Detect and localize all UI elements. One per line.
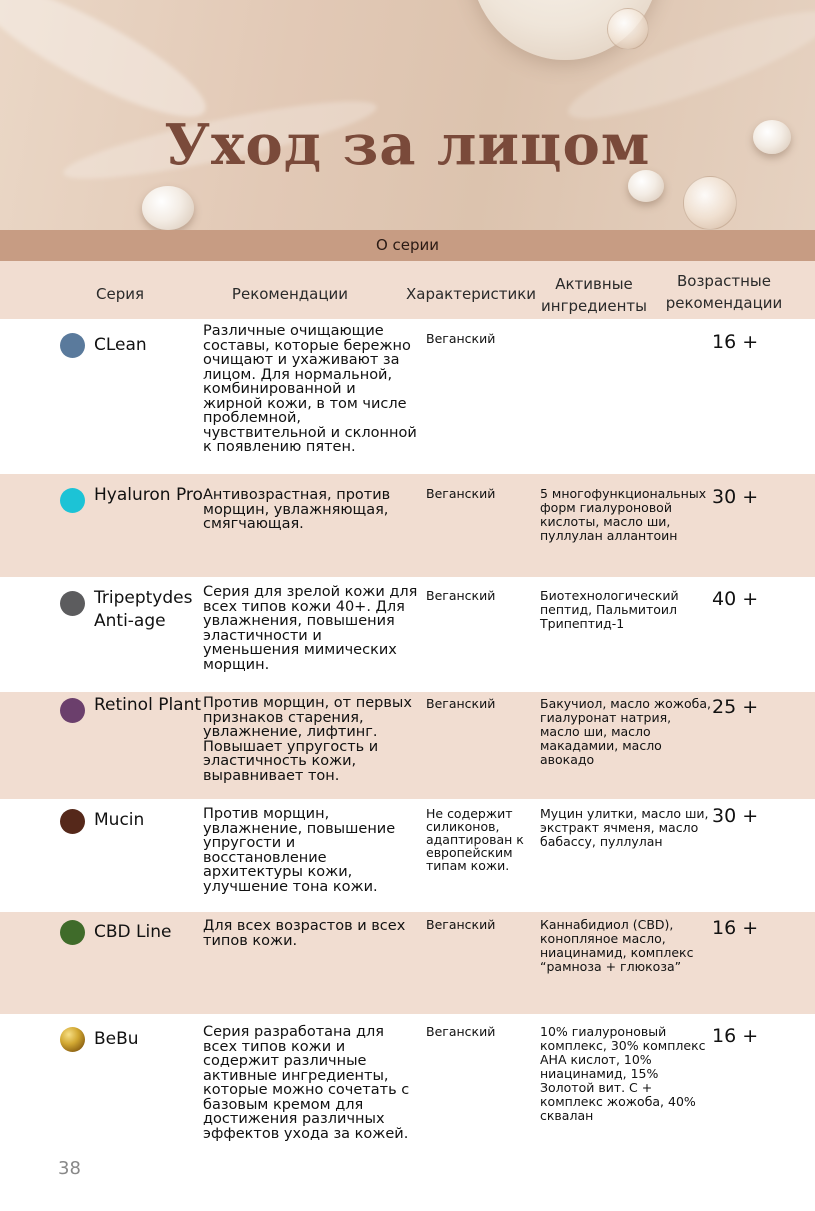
series-recommendations: Против морщин, увлажнение, повышение упругости и восстановление архитектуры кожи, улучшение тона кожи.: [203, 806, 396, 895]
page-title: Уход за лицом: [164, 112, 651, 178]
series-color-dot: [60, 488, 85, 513]
column-header-characteristics: Характеристики: [405, 285, 537, 303]
series-recommendations: Различные очищающие составы, которые бережно очищают и ухаживают за лицом. Для нормальной, комбинированной и жирной кожи, в том числе проблемной, чувствительной и склонной к появлению пятен.: [203, 323, 417, 455]
series-ingredients: Биотехнологический пептид, Пальмитоил Трипептид-1: [540, 588, 679, 631]
column-header-age: Возрастные рекомендации: [665, 272, 783, 312]
table-header: [0, 261, 815, 319]
series-recommendations: Серия для зрелой кожи для всех типов кожи 40+. Для увлажнения, повышения эластичности и уменьшения мимических морщин.: [203, 584, 418, 673]
table-row: [0, 1014, 815, 1199]
series-age: 16 +: [712, 917, 759, 939]
series-recommendations: Против морщин, от первых признаков старения, увлажнение, лифтинг. Повышает упругость и эластичность кожи, выравнивает тон.: [203, 695, 412, 784]
column-header-series: Серия: [96, 285, 144, 303]
series-name: BeBu: [94, 1029, 139, 1049]
series-ingredients: 10% гиалуроновый комплекс, 30% комплекс АНА кислот, 10% ниацинамид, 15% Золотой вит. С + комплекс жожоба, 40% сквалан: [540, 1024, 706, 1123]
hero-banner: [0, 0, 815, 230]
series-characteristics: Веганский: [426, 588, 496, 603]
table-row: [0, 319, 815, 474]
series-age: 25 +: [712, 696, 759, 718]
series-recommendations: Для всех возрастов и всех типов кожи.: [203, 918, 406, 949]
series-name: CLean: [94, 335, 147, 355]
series-name: CBD Line: [94, 922, 172, 942]
series-ingredients: Бакучиол, масло жожоба, гиалуронат натрия, масло ши, масло макадамии, масло авокадо: [540, 696, 712, 767]
series-name: Mucin: [94, 810, 145, 830]
series-color-dot: [60, 920, 85, 945]
series-characteristics: Веганский: [426, 331, 496, 346]
table-row: [0, 474, 815, 577]
series-characteristics: Веганский: [426, 917, 496, 932]
series-recommendations: Серия разработана для всех типов кожи и содержит различные активные ингредиенты, которые можно сочетать с базовым кремом для достижения различных эффектов ухода за кожей.: [203, 1024, 410, 1142]
series-name: Tripeptydes Anti-age: [94, 588, 193, 631]
page-number: 38: [58, 1158, 81, 1179]
series-name: Retinol Plant: [94, 695, 202, 715]
section-header: О серии: [0, 230, 815, 261]
series-characteristics: Веганский: [426, 696, 496, 711]
table-row: [0, 912, 815, 1014]
series-color-dot: [60, 698, 85, 723]
cream-drop-image: [142, 186, 194, 230]
series-characteristics: Не содержит силиконов, адаптирован к европейским типам кожи.: [426, 806, 524, 873]
series-characteristics: Веганский: [426, 1024, 496, 1039]
gel-drop-image: [607, 8, 649, 50]
series-color-dot: [60, 591, 85, 616]
series-age: 30 +: [712, 486, 759, 508]
series-ingredients: 5 многофункциональных форм гиалуроновой кислоты, масло ши, пуллулан аллантоин: [540, 486, 707, 543]
series-recommendations: Антивозрастная, против морщин, увлажняющая, смягчающая.: [203, 487, 391, 532]
series-color-dot: [60, 1027, 85, 1052]
series-age: 40 +: [712, 588, 759, 610]
column-header-active-ingredients: Активные ингредиенты: [541, 275, 647, 315]
table-row: [0, 799, 815, 912]
series-age: 30 +: [712, 805, 759, 827]
series-age: 16 +: [712, 1025, 759, 1047]
series-ingredients: Каннабидиол (CBD), конопляное масло, ниацинамид, комплекс “рамноза + глюкоза”: [540, 917, 694, 974]
series-color-dot: [60, 333, 85, 358]
table-row: [0, 577, 815, 692]
column-header-recommendations: Рекомендации: [231, 285, 349, 303]
series-age: 16 +: [712, 331, 759, 353]
series-characteristics: Веганский: [426, 486, 496, 501]
series-name: Hyaluron Pro: [94, 485, 203, 505]
series-ingredients: Муцин улитки, масло ши, экстракт ячменя, масло бабассу, пуллулан: [540, 806, 709, 849]
gel-drop-image: [683, 176, 737, 230]
series-color-dot: [60, 809, 85, 834]
table-row: [0, 692, 815, 799]
